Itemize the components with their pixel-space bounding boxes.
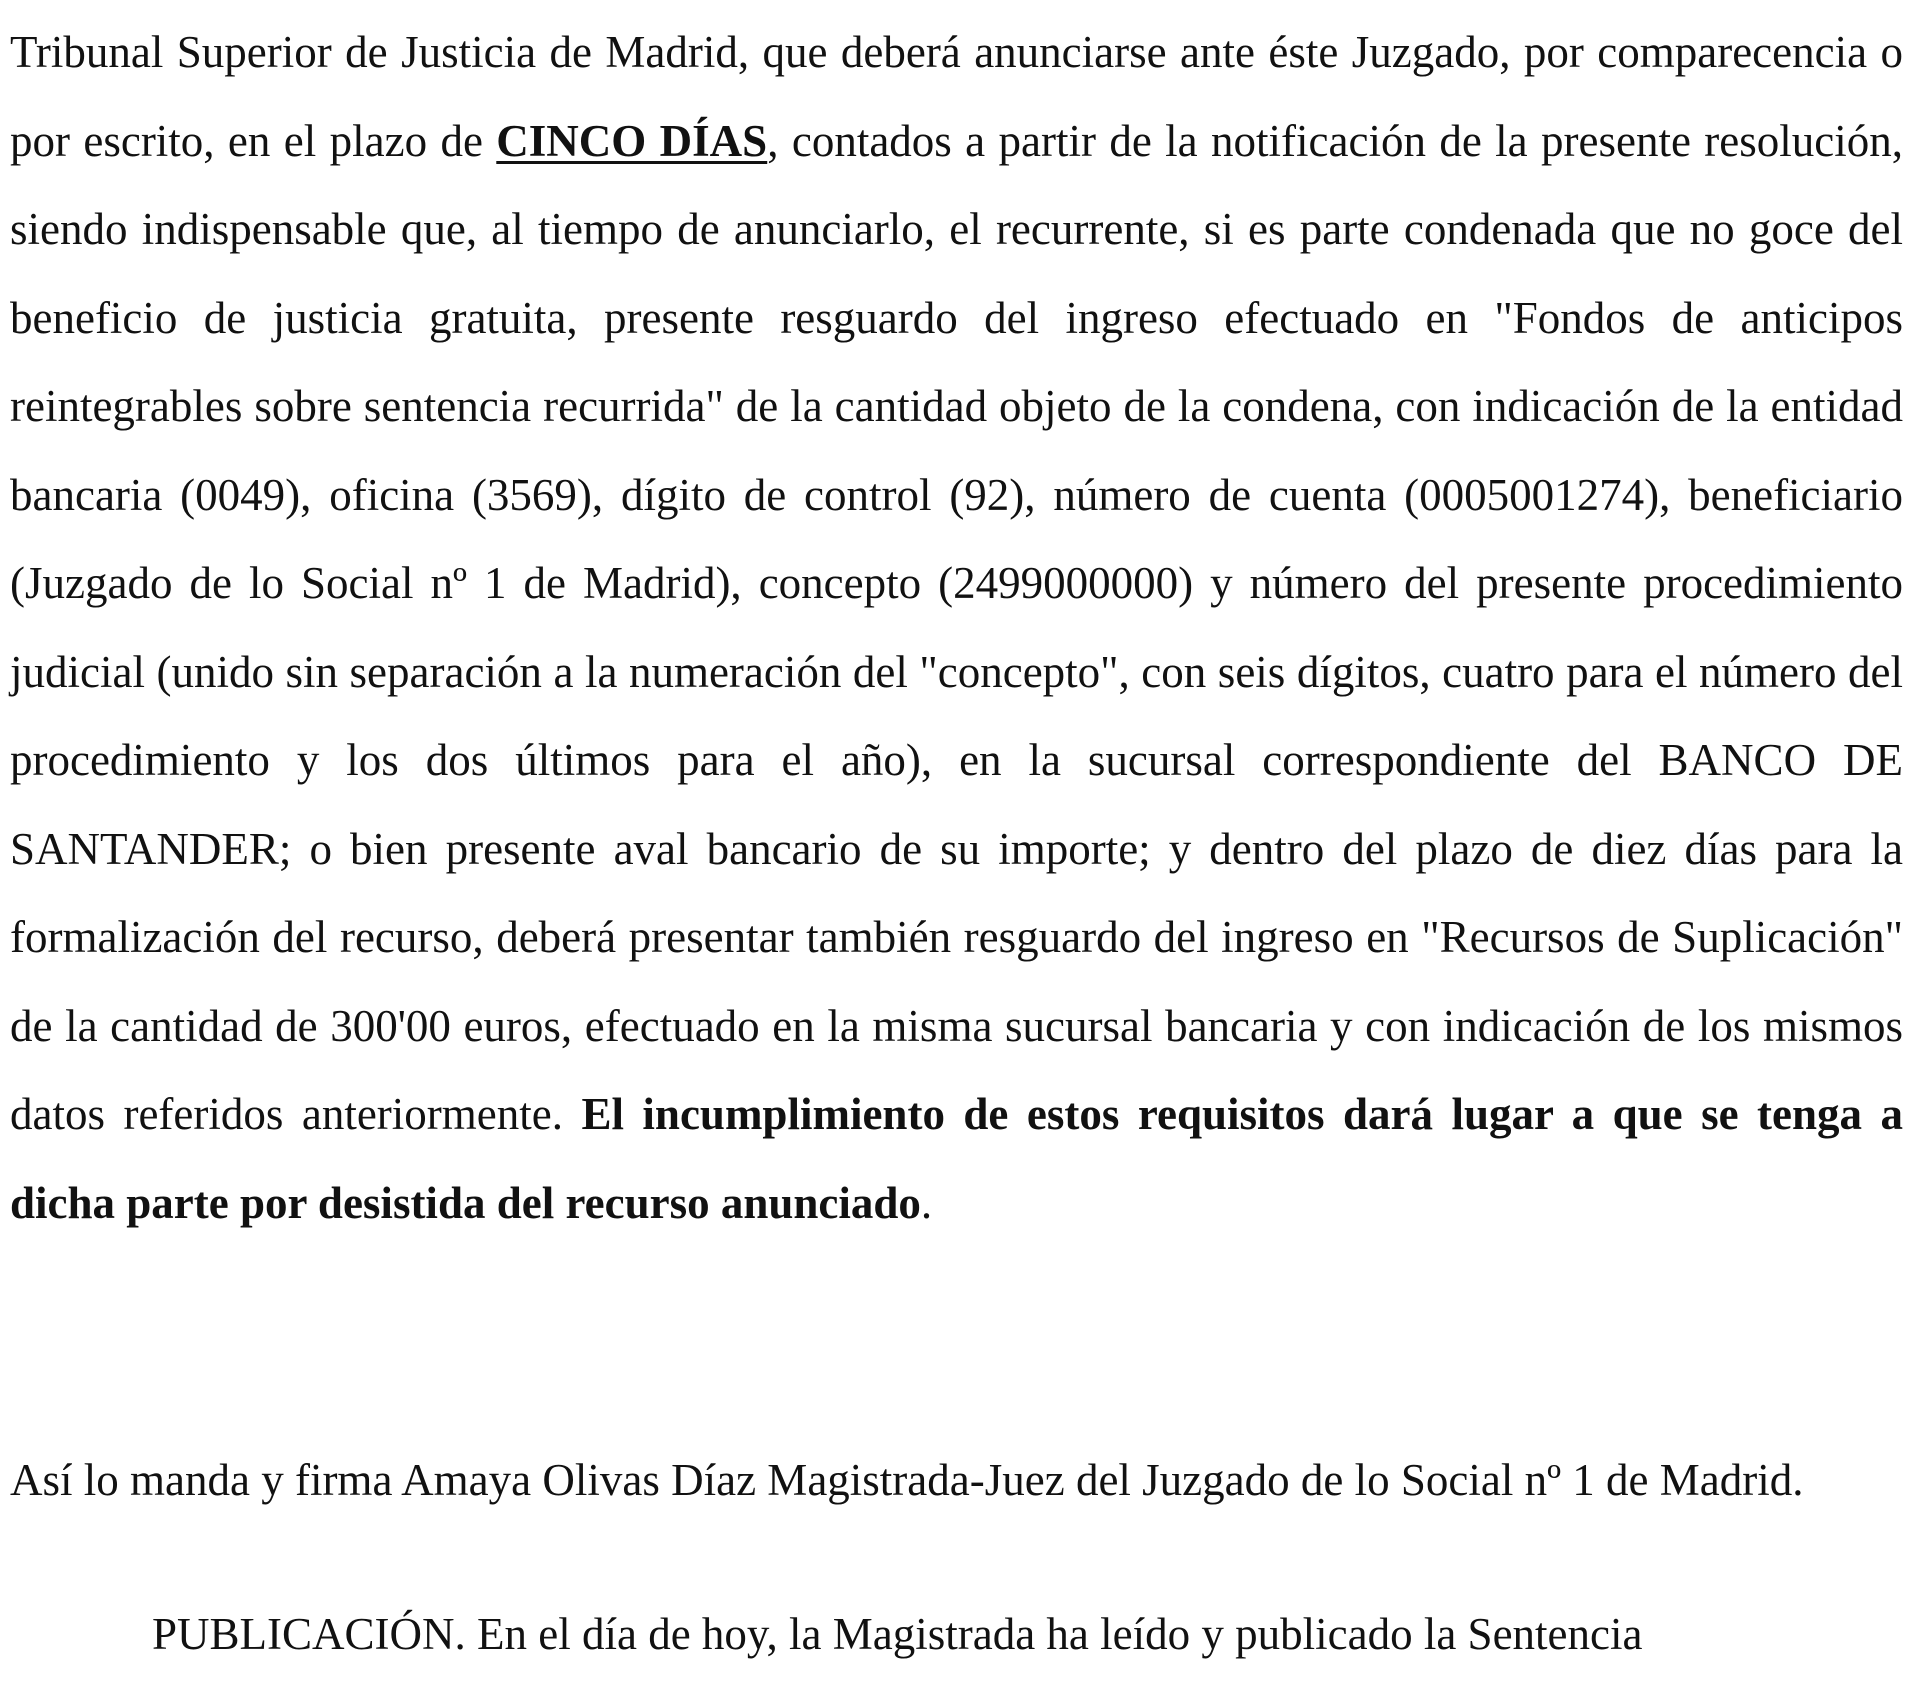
main-paragraph-end: .: [920, 1177, 933, 1228]
main-paragraph: [10, 8, 1903, 1247]
main-paragraph-text-2: , contados a partir de la notificación de la presente resolución, siendo indispensable que, al tiempo de anunciarlo, el recurrente, si es parte condenada que no goce del beneficio de justicia gratuita, presente resguardo del ingreso efectuado en "Fondos de anticipos reintegrables sobre sentencia recurrida" de la cantidad objeto de la condena, con indicación de la entidad bancaria (0049), oficina (3569), dígito de control (92), número de cuenta (0005001274), beneficiario (Juzgado de lo Social nº 1 de Madrid), concepto (2499000000) y número del presente procedimiento judicial (unido sin separación a la numeración del "concepto", con seis dígitos, cuatro para el número del procedimiento y los dos últimos para el año), en la sucursal correspondiente del BANCO DE SANTANDER; o bien presente aval bancario de su importe; y dentro del plazo de diez días para la formalización del recurso, deberá presentar también resguardo del ingreso en "Recursos de Suplicación" de la cantidad de 300'00 euros, efectuado en la misma sucursal bancaria y con indicación de los mismos datos referidos anteriormente.: [10, 115, 1903, 1139]
warning-bold-text: El incumplimiento de estos requisitos dará lugar a que se tenga a dicha parte por desistida del recurso anunciado: [10, 1089, 1903, 1228]
main-paragraph-text-1: Tribunal Superior de Justicia de Madrid, que deberá anunciarse ante éste Juzgado, por comparecencia o por escrito, en el plazo de: [10, 27, 1903, 166]
plazo-emphasis: CINCO DÍAS: [496, 115, 768, 166]
signature-paragraph: Así lo manda y firma Amaya Olivas Díaz Magistrada-Juez del Juzgado de lo Social nº 1 de Madrid.: [10, 1455, 1804, 1505]
publication-line: PUBLICACIÓN. En el día de hoy, la Magistrada ha leído y publicado la Sentencia: [152, 1609, 1643, 1659]
